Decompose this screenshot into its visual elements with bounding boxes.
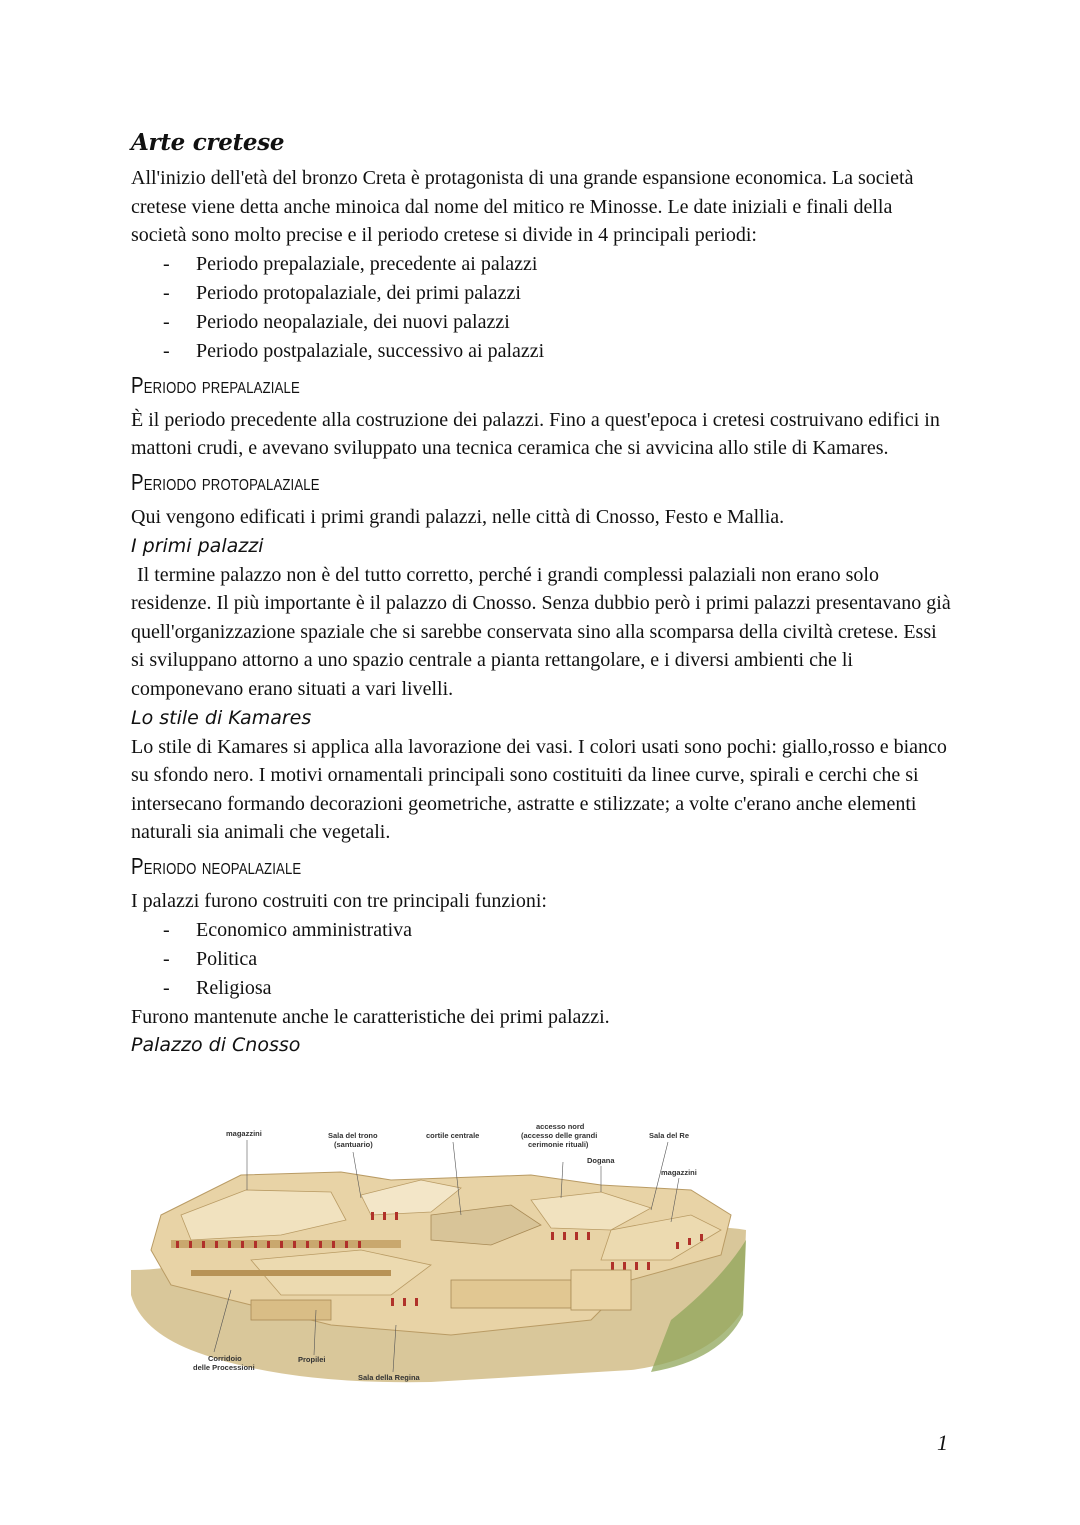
list-item: - Periodo neopalaziale, dei nuovi palazzi <box>159 308 951 337</box>
neopalaziale-outro: Furono mantenute anche le caratteristiche dei primi palazzi. <box>131 1005 610 1028</box>
palace-drawing <box>131 1120 751 1392</box>
list-item: - Politica <box>159 945 951 974</box>
list-item: - Periodo protopalaziale, dei primi palazzi <box>159 279 951 308</box>
label-cortile: cortile centrale <box>426 1131 480 1140</box>
periods-list <box>131 250 951 366</box>
label-sala-re: Sala del Re <box>649 1131 690 1140</box>
page-number: 1 <box>937 1430 948 1455</box>
label-propilei: Propilei <box>298 1355 326 1364</box>
building-block <box>251 1300 331 1320</box>
label-magazzini: magazzini <box>661 1168 697 1177</box>
label-accesso-nord: cerimonie rituali) <box>528 1140 589 1149</box>
primi-palazzi-paragraph: Il termine palazzo non è del tutto corretto, perché i grandi complessi palaziali non erano solo residenze. Il più importante è il palazzo di Cnosso. Senza dubbio però i primi palazzi presentavano già quell'organizzazione spaziale che si sarebbe conservata sino alla scomparsa della civiltà cretese. Essi si sviluppano attorno a uno spazio centrale a pianta rettangolare, e i diversi ambienti che li componevano erano situati a vari livelli. <box>131 563 951 700</box>
document-page <box>131 128 951 1060</box>
label-corridoio: delle Processioni <box>193 1363 255 1372</box>
document-title: Arte cretese <box>131 129 285 156</box>
heading-protopalaziale: Periodo protopalaziale <box>131 468 320 495</box>
label-sala-trono: (santuario) <box>334 1140 373 1149</box>
label-accesso-nord: (accesso delle grandi <box>521 1131 598 1140</box>
heading-kamares: Lo stile di Kamares <box>131 706 312 729</box>
list-item: - Periodo postpalaziale, successivo ai palazzi <box>159 337 951 366</box>
building-block <box>571 1270 631 1310</box>
protopalaziale-paragraph: Qui vengono edificati i primi grandi palazzi, nelle città di Cnosso, Festo e Mallia. <box>131 505 785 528</box>
label-dogana: Dogana <box>587 1156 615 1165</box>
functions-list <box>131 916 951 1003</box>
heading-primi-palazzi: I primi palazzi <box>131 534 264 557</box>
neopalaziale-intro: I palazzi furono costruiti con tre principali funzioni: <box>131 889 547 912</box>
label-sala-regina: Sala della Regina <box>358 1373 420 1382</box>
wall-strip <box>191 1270 391 1276</box>
kamares-paragraph: Lo stile di Kamares si applica alla lavorazione dei vasi. I colori usati sono pochi: giallo,rosso e bianco su sfondo nero. I motivi ornamentali principali sono costituiti da linee curve, spirali e cerchi che si intersecano formando decorazioni geometriche, astratte e stilizzate; a volte c'erano anche elementi naturali sia animali che vegetali. <box>131 735 947 844</box>
label-accesso-nord: accesso nord <box>536 1122 585 1131</box>
wall-strip <box>171 1240 401 1248</box>
list-item: - Periodo prepalaziale, precedente ai palazzi <box>159 250 951 279</box>
heading-prepalaziale: Periodo prepalaziale <box>131 371 300 398</box>
label-sala-trono: Sala del trono <box>328 1131 378 1140</box>
building-block <box>451 1280 571 1308</box>
list-item: - Economico amministrativa <box>159 916 951 945</box>
label-magazzini: magazzini <box>226 1129 262 1138</box>
intro-paragraph: All'inizio dell'età del bronzo Creta è protagonista di una grande espansione economica. La società cretese viene detta anche minoica dal nome del mitico re Minosse. Le date iniziali e finali della società sono molto precise e il periodo cretese si divide in 4 principali periodi: <box>131 167 914 247</box>
heading-cnosso: Palazzo di Cnosso <box>131 1034 301 1057</box>
list-item: - Religiosa <box>159 974 951 1003</box>
palace-illustration <box>131 1120 751 1392</box>
prepalaziale-paragraph: È il periodo precedente alla costruzione dei palazzi. Fino a quest'epoca i cretesi costruivano edifici in mattoni crudi, e avevano sviluppato una tecnica ceramica che si avvicina allo stile di Kamares. <box>131 408 940 460</box>
label-corridoio: Corridoio <box>208 1354 242 1363</box>
heading-neopalaziale: Periodo neopalaziale <box>131 852 302 879</box>
